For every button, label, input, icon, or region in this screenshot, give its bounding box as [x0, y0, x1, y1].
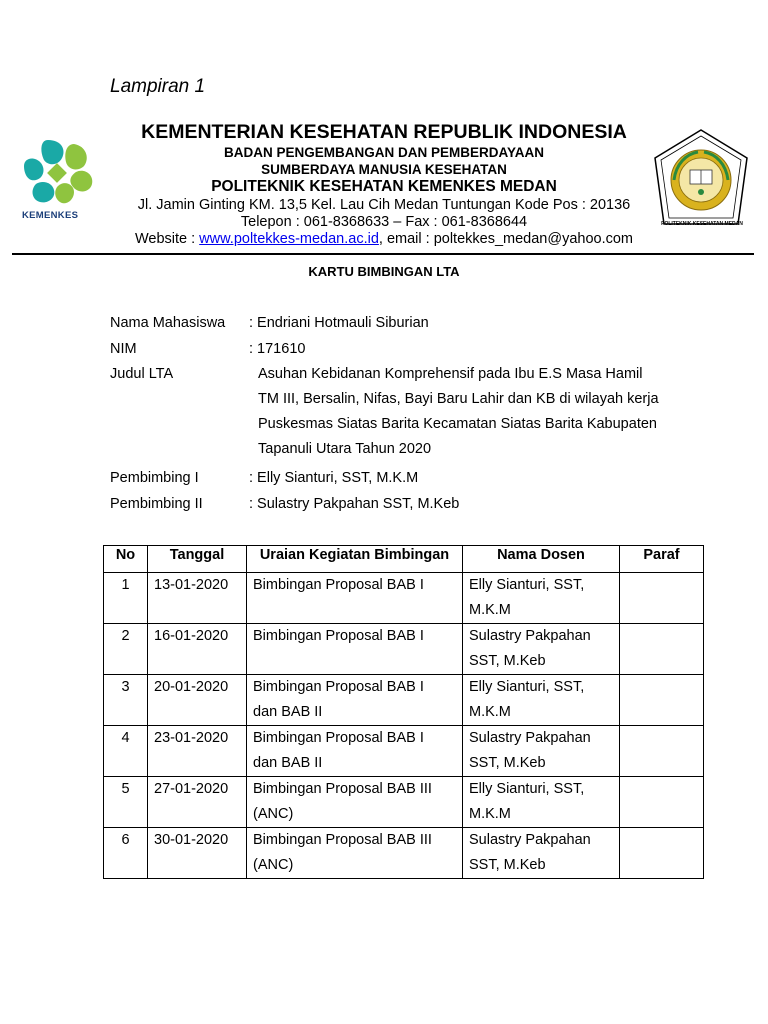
cell-activity [247, 828, 463, 879]
col-header-date: Tanggal [148, 546, 247, 573]
cell-paraf [620, 573, 704, 624]
thesis-title-line: Asuhan Kebidanan Komprehensif pada Ibu E.S Masa Hamil [258, 366, 643, 382]
table-row [104, 828, 704, 879]
cell-paraf [620, 828, 704, 879]
table-header-row [104, 546, 704, 573]
cell-date: 23-01-2020 [148, 726, 247, 777]
cell-paraf [620, 675, 704, 726]
lecturer-line: Elly Sianturi, SST, [469, 577, 585, 593]
activity-line: dan BAB II [253, 704, 323, 720]
cell-date: 16-01-2020 [148, 624, 247, 675]
cell-no: 2 [104, 624, 148, 675]
supervisor-1-value: : Elly Sianturi, SST, M.K.M [249, 470, 419, 486]
ministry-name: KEMENTERIAN KESEHATAN REPUBLIK INDONESIA [141, 121, 627, 143]
cell-date: 30-01-2020 [148, 828, 247, 879]
lecturer-line: Sulastry Pakpahan [469, 628, 591, 644]
contact-line [100, 231, 668, 247]
activity-line: (ANC) [253, 857, 294, 873]
cell-date: 27-01-2020 [148, 777, 247, 828]
cell-paraf [620, 777, 704, 828]
thesis-title-line: Tapanuli Utara Tahun 2020 [258, 441, 432, 457]
email-text: , email : poltekkes_medan@yahoo.com [378, 231, 634, 247]
lecturer-line: Elly Sianturi, SST, [469, 679, 585, 695]
lecturer-line: Sulastry Pakpahan [469, 730, 591, 746]
cell-lecturer [463, 624, 620, 675]
activity-line: Bimbingan Proposal BAB III [253, 781, 432, 797]
cell-activity [247, 726, 463, 777]
col-header-lecturer: Nama Dosen [463, 546, 620, 573]
activity-line: Bimbingan Proposal BAB I [253, 628, 424, 644]
thesis-title-text [258, 362, 698, 462]
lecturer-line: Sulastry Pakpahan [469, 832, 591, 848]
cell-lecturer [463, 828, 620, 879]
supervisor-2-label: Pembimbing II [110, 496, 203, 512]
lecturer-line: SST, M.Keb [469, 755, 546, 771]
kemenkes-flower-logo-icon [18, 136, 102, 208]
student-name-label: Nama Mahasiswa [110, 315, 226, 331]
cell-no: 5 [104, 777, 148, 828]
activity-line: Bimbingan Proposal BAB I [253, 679, 424, 695]
activity-line: (ANC) [253, 806, 294, 822]
cell-paraf [620, 624, 704, 675]
cell-lecturer [463, 573, 620, 624]
cell-lecturer [463, 675, 620, 726]
kemenkes-brand-text: KEMENKES [22, 210, 79, 221]
kemenkes-logo [18, 136, 102, 226]
phone-line: Telepon : 061-8368633 – Fax : 061-8368644 [240, 214, 528, 230]
cell-no: 3 [104, 675, 148, 726]
thesis-title-label: Judul LTA [110, 366, 174, 382]
cell-paraf [620, 726, 704, 777]
cell-lecturer [463, 777, 620, 828]
cell-lecturer [463, 726, 620, 777]
lecturer-line: M.K.M [469, 704, 511, 720]
activity-line: Bimbingan Proposal BAB I [253, 730, 424, 746]
activity-line: Bimbingan Proposal BAB I [253, 577, 424, 593]
lecturer-line: M.K.M [469, 602, 511, 618]
agency-line-2: SUMBERDAYA MANUSIA KESEHATAN [261, 162, 507, 177]
agency-line-1: BADAN PENGEMBANGAN DAN PEMBERDAYAAN [223, 145, 545, 160]
cell-date: 20-01-2020 [148, 675, 247, 726]
cell-no: 4 [104, 726, 148, 777]
col-header-no: No [104, 546, 148, 573]
appendix-label: Lampiran 1 [110, 76, 206, 97]
table-row [104, 573, 704, 624]
cell-no: 1 [104, 573, 148, 624]
col-header-paraf: Paraf [620, 546, 704, 573]
cell-no: 6 [104, 828, 148, 879]
document-title: KARTU BIMBINGAN LTA [308, 264, 460, 279]
cell-activity [247, 624, 463, 675]
address-line: Jl. Jamin Ginting KM. 13,5 Kel. Lau Cih Medan Tuntungan Kode Pos : 20136 [137, 197, 631, 213]
nim-value: : 171610 [249, 341, 306, 357]
cell-activity [247, 777, 463, 828]
table-row [104, 675, 704, 726]
col-header-activity: Uraian Kegiatan Bimbingan [247, 546, 463, 573]
table-row [104, 624, 704, 675]
lecturer-line: M.K.M [469, 806, 511, 822]
table-row [104, 726, 704, 777]
supervisor-2-value: : Sulastry Pakpahan SST, M.Keb [249, 496, 460, 512]
cell-date: 13-01-2020 [148, 573, 247, 624]
emblem-caption: POLITEKNIK KESEHATAN MEDAN [661, 221, 743, 227]
activity-line: dan BAB II [253, 755, 323, 771]
institution-name: POLITEKNIK KESEHATAN KEMENKES MEDAN [211, 178, 557, 195]
lecturer-line: Elly Sianturi, SST, [469, 781, 585, 797]
cell-activity [247, 573, 463, 624]
thesis-title-line: TM III, Bersalin, Nifas, Bayi Baru Lahir dan KB di wilayah kerja [258, 391, 659, 407]
table-row [104, 777, 704, 828]
activity-line: Bimbingan Proposal BAB III [253, 832, 432, 848]
website-label: Website : [134, 231, 200, 247]
supervisor-1-label: Pembimbing I [110, 470, 199, 486]
website-link[interactable]: www.poltekkes-medan.ac.id [199, 231, 379, 247]
lecturer-line: SST, M.Keb [469, 653, 546, 669]
guidance-table [103, 545, 704, 879]
lecturer-line: SST, M.Keb [469, 857, 546, 873]
nim-label: NIM [110, 341, 137, 357]
student-name-value: : Endriani Hotmauli Siburian [249, 315, 429, 331]
cell-activity [247, 675, 463, 726]
thesis-title-line: Puskesmas Siatas Barita Kecamatan Siatas Barita Kabupaten [258, 416, 657, 432]
letterhead-divider [12, 253, 754, 255]
